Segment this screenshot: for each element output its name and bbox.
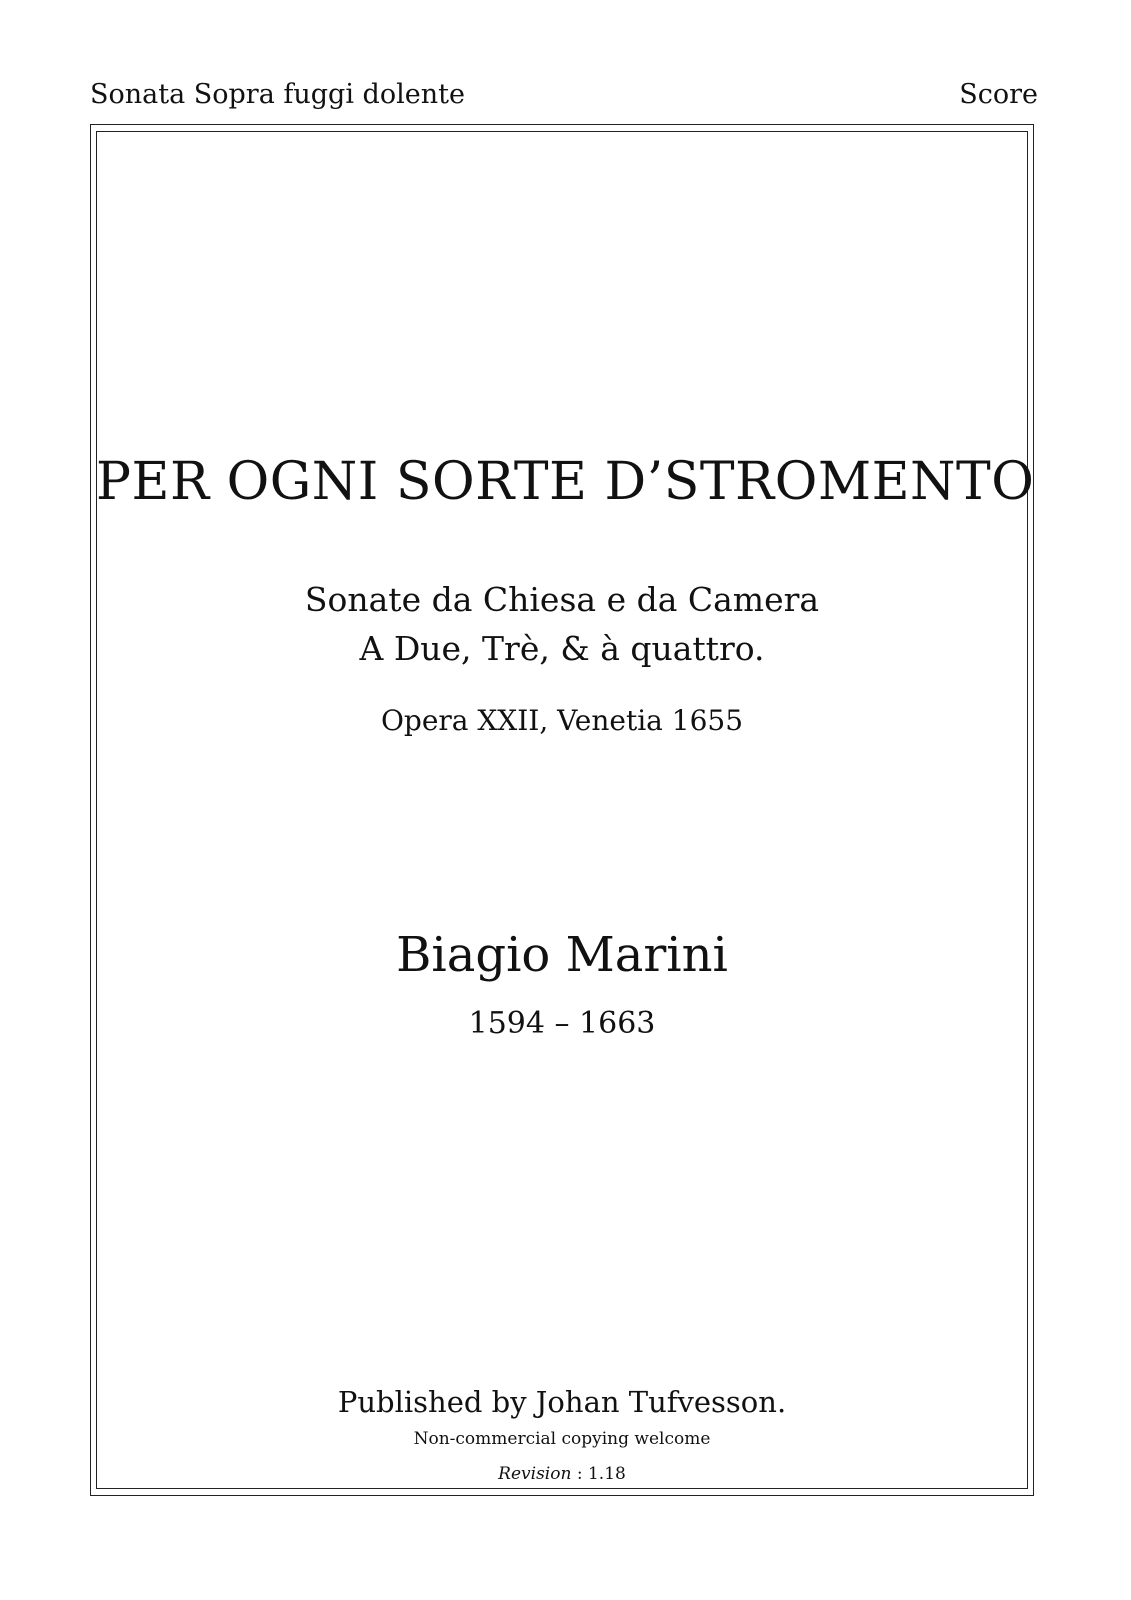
page-border-inner [96,131,1035,1489]
revision-value: 1.18 [587,1464,626,1484]
collection-title: PER OGNI SORTE D’STROMENTO [96,452,1035,512]
subtitle-line-2: A Due, Trè, & à quattro. [359,629,765,668]
revision-line [96,1463,1028,1485]
composer-name: Biagio Marini [396,927,728,983]
revision-separator: : [571,1464,588,1484]
revision-label: Revision [498,1464,572,1484]
running-header-part: Score [959,79,1038,110]
copying-note: Non-commercial copying welcome [413,1429,711,1449]
opus-info: Opera XXII, Venetia 1655 [380,704,744,737]
publisher-line: Published by Johan Tufvesson. [337,1385,787,1419]
subtitle-line-1: Sonate da Chiesa e da Camera [304,580,820,619]
running-header-title: Sonata Sopra fuggi dolente [90,79,465,110]
composer-dates: 1594 – 1663 [468,1006,656,1041]
